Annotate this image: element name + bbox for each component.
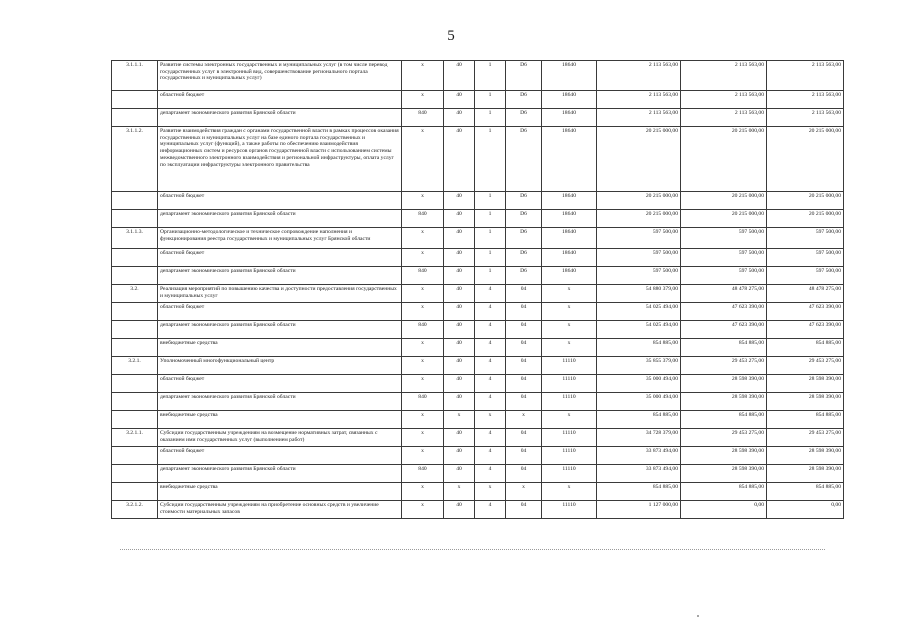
amount-year-2: 854 885,00 [681, 411, 767, 429]
row-name: департамент экономического развития Брянской области [158, 210, 402, 228]
code-grbs: х [402, 501, 444, 519]
row-number [112, 321, 158, 339]
row-name: внебюджетные средства [158, 339, 402, 357]
code-program: 40 [444, 192, 475, 210]
code-target: 18640 [542, 109, 597, 127]
row-name: департамент экономического развития Брянской области [158, 109, 402, 127]
amount-year-1: 2 113 563,00 [597, 61, 681, 91]
amount-year-2: 20 215 000,00 [681, 210, 767, 228]
row-name: областной бюджет [158, 375, 402, 393]
amount-year-2: 854 885,00 [681, 339, 767, 357]
code-grbs: х [402, 483, 444, 501]
code-direction: х [506, 411, 542, 429]
amount-year-1: 33 873 494,00 [597, 465, 681, 483]
code-grbs: х [402, 228, 444, 249]
code-grbs: х [402, 249, 444, 267]
row-name: областной бюджет [158, 303, 402, 321]
code-grbs: х [402, 411, 444, 429]
amount-year-3: 47 623 390,00 [767, 321, 844, 339]
row-name: департамент экономического развития Брянской области [158, 465, 402, 483]
amount-year-1: 35 855 379,00 [597, 357, 681, 375]
table-row [112, 411, 844, 429]
amount-year-2: 597 500,00 [681, 228, 767, 249]
code-program: 40 [444, 228, 475, 249]
code-direction: D6 [506, 249, 542, 267]
code-subprogram: 4 [475, 465, 506, 483]
row-name: Организационно-методологическое и техническое сопровождение наполнения и функционирования реестра государственных и муниципальных услуг Брянской области [158, 228, 402, 249]
code-target: 11110 [542, 429, 597, 447]
code-subprogram: 1 [475, 192, 506, 210]
row-number [112, 411, 158, 429]
row-number [112, 192, 158, 210]
code-subprogram: 1 [475, 91, 506, 109]
amount-year-3: 28 598 390,00 [767, 393, 844, 411]
amount-year-1: 854 885,00 [597, 339, 681, 357]
code-subprogram: 4 [475, 447, 506, 465]
amount-year-2: 29 453 275,00 [681, 357, 767, 375]
amount-year-1: 54 880 379,00 [597, 285, 681, 303]
code-target: х [542, 303, 597, 321]
amount-year-3: 854 885,00 [767, 483, 844, 501]
row-name: внебюджетные средства [158, 411, 402, 429]
row-name: департамент экономического развития Брянской области [158, 267, 402, 285]
code-grbs: х [402, 429, 444, 447]
table-row [112, 91, 844, 109]
amount-year-1: 20 215 000,00 [597, 192, 681, 210]
code-target: 18640 [542, 249, 597, 267]
code-direction: D6 [506, 192, 542, 210]
amount-year-1: 20 215 000,00 [597, 210, 681, 228]
code-grbs: х [402, 285, 444, 303]
code-program: х [444, 411, 475, 429]
amount-year-3: 854 885,00 [767, 411, 844, 429]
code-target: х [542, 321, 597, 339]
row-name: областной бюджет [158, 91, 402, 109]
amount-year-3: 29 453 275,00 [767, 429, 844, 447]
amount-year-1: 1 127 000,00 [597, 501, 681, 519]
table-row [112, 61, 844, 91]
row-number [112, 375, 158, 393]
amount-year-3: 0,00 [767, 501, 844, 519]
amount-year-3: 29 453 275,00 [767, 357, 844, 375]
code-subprogram: 4 [475, 303, 506, 321]
code-program: 40 [444, 429, 475, 447]
code-target: 11110 [542, 465, 597, 483]
code-subprogram: х [475, 483, 506, 501]
code-subprogram: 4 [475, 357, 506, 375]
amount-year-2: 28 598 390,00 [681, 465, 767, 483]
code-direction: D6 [506, 228, 542, 249]
code-target: 18640 [542, 192, 597, 210]
amount-year-1: 34 728 379,00 [597, 429, 681, 447]
row-number: 3.2.1.1. [112, 429, 158, 447]
code-target: 11110 [542, 357, 597, 375]
row-name: Реализация мероприятий по повышению качества и доступности предоставления государственных и муниципальных услуг [158, 285, 402, 303]
row-number: 3.2.1. [112, 357, 158, 375]
code-subprogram: 4 [475, 321, 506, 339]
code-program: 40 [444, 285, 475, 303]
code-program: 40 [444, 339, 475, 357]
table-row [112, 303, 844, 321]
amount-year-3: 2 113 563,00 [767, 109, 844, 127]
budget-table-body [112, 61, 844, 519]
code-program: 40 [444, 465, 475, 483]
row-number [112, 303, 158, 321]
code-direction: D6 [506, 267, 542, 285]
code-subprogram: х [475, 411, 506, 429]
row-number [112, 249, 158, 267]
code-direction: D6 [506, 109, 542, 127]
amount-year-3: 2 113 563,00 [767, 91, 844, 109]
code-direction: 04 [506, 303, 542, 321]
amount-year-3: 28 598 390,00 [767, 465, 844, 483]
amount-year-1: 2 113 563,00 [597, 91, 681, 109]
code-program: х [444, 483, 475, 501]
code-target: х [542, 411, 597, 429]
table-row [112, 321, 844, 339]
code-target: 18640 [542, 228, 597, 249]
amount-year-1: 54 025 494,00 [597, 321, 681, 339]
code-grbs: 840 [402, 393, 444, 411]
code-grbs: х [402, 61, 444, 91]
amount-year-1: 597 500,00 [597, 267, 681, 285]
amount-year-3: 28 598 390,00 [767, 375, 844, 393]
scan-speck [697, 615, 699, 617]
code-direction: 04 [506, 375, 542, 393]
code-direction: 04 [506, 501, 542, 519]
amount-year-3: 597 500,00 [767, 267, 844, 285]
amount-year-3: 48 478 275,00 [767, 285, 844, 303]
code-grbs: 840 [402, 267, 444, 285]
amount-year-3: 597 500,00 [767, 228, 844, 249]
amount-year-2: 47 623 390,00 [681, 303, 767, 321]
amount-year-1: 20 215 000,00 [597, 127, 681, 192]
amount-year-2: 2 113 563,00 [681, 91, 767, 109]
code-direction: 04 [506, 447, 542, 465]
code-program: 40 [444, 267, 475, 285]
row-number: 3.1.1.1. [112, 61, 158, 91]
table-row [112, 267, 844, 285]
code-target: 18640 [542, 267, 597, 285]
row-number [112, 483, 158, 501]
code-target: 11110 [542, 447, 597, 465]
row-number [112, 447, 158, 465]
row-name: областной бюджет [158, 192, 402, 210]
code-grbs: 840 [402, 465, 444, 483]
table-row [112, 192, 844, 210]
code-subprogram: 4 [475, 429, 506, 447]
code-direction: 04 [506, 429, 542, 447]
page-number: 5 [447, 28, 455, 44]
amount-year-3: 20 215 000,00 [767, 210, 844, 228]
code-grbs: х [402, 447, 444, 465]
table-row [112, 375, 844, 393]
amount-year-3: 47 623 390,00 [767, 303, 844, 321]
table-row [112, 393, 844, 411]
row-name: департамент экономического развития Брянской области [158, 393, 402, 411]
code-grbs: х [402, 127, 444, 192]
amount-year-2: 20 215 000,00 [681, 192, 767, 210]
table-row [112, 447, 844, 465]
code-program: 40 [444, 393, 475, 411]
amount-year-3: 20 215 000,00 [767, 127, 844, 192]
amount-year-2: 597 500,00 [681, 267, 767, 285]
code-direction: 04 [506, 357, 542, 375]
code-direction: 04 [506, 339, 542, 357]
amount-year-1: 33 873 494,00 [597, 447, 681, 465]
row-number: 3.1.1.2. [112, 127, 158, 192]
amount-year-2: 854 885,00 [681, 483, 767, 501]
table-row [112, 210, 844, 228]
table-row [112, 228, 844, 249]
amount-year-1: 35 000 494,00 [597, 375, 681, 393]
row-number [112, 465, 158, 483]
code-grbs: х [402, 303, 444, 321]
code-subprogram: 4 [475, 339, 506, 357]
row-name: внебюджетные средства [158, 483, 402, 501]
table-row [112, 501, 844, 519]
code-program: 40 [444, 321, 475, 339]
code-subprogram: 4 [475, 393, 506, 411]
amount-year-2: 2 113 563,00 [681, 109, 767, 127]
row-name: департамент экономического развития Брянской области [158, 321, 402, 339]
code-grbs: 840 [402, 321, 444, 339]
amount-year-2: 20 215 000,00 [681, 127, 767, 192]
budget-table [111, 60, 844, 519]
code-grbs: 840 [402, 210, 444, 228]
code-target: х [542, 285, 597, 303]
table-row [112, 339, 844, 357]
row-name: Развитие системы электронных государственных и муниципальных услуг (в том числе перевод государственных услуг в электронный вид, совершенствование регионального портала государственных и муниципальных услуг) [158, 61, 402, 91]
code-program: 40 [444, 109, 475, 127]
code-target: х [542, 483, 597, 501]
code-program: 40 [444, 91, 475, 109]
code-grbs: х [402, 357, 444, 375]
row-number [112, 267, 158, 285]
code-program: 40 [444, 357, 475, 375]
table-row [112, 285, 844, 303]
code-target: 18640 [542, 210, 597, 228]
code-target: 11110 [542, 393, 597, 411]
amount-year-1: 854 885,00 [597, 411, 681, 429]
code-direction: 04 [506, 465, 542, 483]
table-row [112, 109, 844, 127]
amount-year-2: 28 598 390,00 [681, 447, 767, 465]
amount-year-1: 35 000 494,00 [597, 393, 681, 411]
row-name: Развитие взаимодействия граждан с органами государственной власти в рамках процессов оказания государственных и муниципальных услуг на базе единого портала государственных и муниципальных услуг (функций), а также работы по обеспечению взаимодействия информационных систем и ресурсов органов государственной власти с использованием системы межведомственного электронного взаимодействия и региональной инфраструктуры, оплата услуг по эксплуатации инфраструктуры электронного правительства [158, 127, 402, 192]
code-subprogram: 1 [475, 267, 506, 285]
row-number [112, 91, 158, 109]
table-row [112, 357, 844, 375]
amount-year-2: 0,00 [681, 501, 767, 519]
code-grbs: х [402, 192, 444, 210]
code-program: 40 [444, 249, 475, 267]
amount-year-3: 2 113 563,00 [767, 61, 844, 91]
code-direction: 04 [506, 393, 542, 411]
code-target: х [542, 339, 597, 357]
scan-artifact-line [120, 549, 825, 550]
amount-year-3: 28 598 390,00 [767, 447, 844, 465]
row-name: областной бюджет [158, 249, 402, 267]
row-number [112, 393, 158, 411]
code-subprogram: 1 [475, 61, 506, 91]
code-target: 18640 [542, 127, 597, 192]
row-name: Уполномоченный многофункциональный центр [158, 357, 402, 375]
code-direction: 04 [506, 285, 542, 303]
row-name: Субсидии государственным учреждениям на возмещение нормативных затрат, связанных с оказанием ими государственных услуг (выполнением работ) [158, 429, 402, 447]
code-program: 40 [444, 447, 475, 465]
amount-year-1: 597 500,00 [597, 228, 681, 249]
amount-year-3: 854 885,00 [767, 339, 844, 357]
code-target: 18640 [542, 91, 597, 109]
amount-year-2: 597 500,00 [681, 249, 767, 267]
row-number: 3.2. [112, 285, 158, 303]
amount-year-2: 28 598 390,00 [681, 375, 767, 393]
amount-year-3: 20 215 000,00 [767, 192, 844, 210]
table-row [112, 465, 844, 483]
code-grbs: х [402, 91, 444, 109]
amount-year-1: 854 885,00 [597, 483, 681, 501]
code-subprogram: 4 [475, 375, 506, 393]
code-program: 40 [444, 375, 475, 393]
code-program: 40 [444, 210, 475, 228]
code-direction: 04 [506, 321, 542, 339]
code-direction: D6 [506, 91, 542, 109]
row-number [112, 109, 158, 127]
row-number: 3.2.1.2. [112, 501, 158, 519]
code-direction: D6 [506, 127, 542, 192]
amount-year-2: 29 453 275,00 [681, 429, 767, 447]
table-row [112, 483, 844, 501]
amount-year-1: 54 025 494,00 [597, 303, 681, 321]
amount-year-1: 597 500,00 [597, 249, 681, 267]
code-direction: х [506, 483, 542, 501]
code-subprogram: 1 [475, 127, 506, 192]
row-name: Субсидии государственным учреждениям на приобретение основных средств и увеличение стоимости материальных запасов [158, 501, 402, 519]
code-program: 40 [444, 61, 475, 91]
amount-year-2: 28 598 390,00 [681, 393, 767, 411]
code-target: 11110 [542, 501, 597, 519]
code-grbs: 840 [402, 109, 444, 127]
row-number [112, 339, 158, 357]
code-subprogram: 4 [475, 285, 506, 303]
code-subprogram: 1 [475, 249, 506, 267]
row-number: 3.1.1.3. [112, 228, 158, 249]
code-direction: D6 [506, 61, 542, 91]
code-program: 40 [444, 501, 475, 519]
row-name: областной бюджет [158, 447, 402, 465]
code-subprogram: 1 [475, 210, 506, 228]
amount-year-1: 2 113 563,00 [597, 109, 681, 127]
code-program: 40 [444, 303, 475, 321]
code-grbs: х [402, 375, 444, 393]
amount-year-2: 48 478 275,00 [681, 285, 767, 303]
table-row [112, 429, 844, 447]
code-program: 40 [444, 127, 475, 192]
amount-year-3: 597 500,00 [767, 249, 844, 267]
table-row [112, 249, 844, 267]
code-target: 11110 [542, 375, 597, 393]
code-subprogram: 1 [475, 109, 506, 127]
table-row [112, 127, 844, 192]
code-direction: D6 [506, 210, 542, 228]
row-number [112, 210, 158, 228]
code-target: 18640 [542, 61, 597, 91]
code-subprogram: 4 [475, 501, 506, 519]
amount-year-2: 47 623 390,00 [681, 321, 767, 339]
amount-year-2: 2 113 563,00 [681, 61, 767, 91]
code-grbs: х [402, 339, 444, 357]
code-subprogram: 1 [475, 228, 506, 249]
